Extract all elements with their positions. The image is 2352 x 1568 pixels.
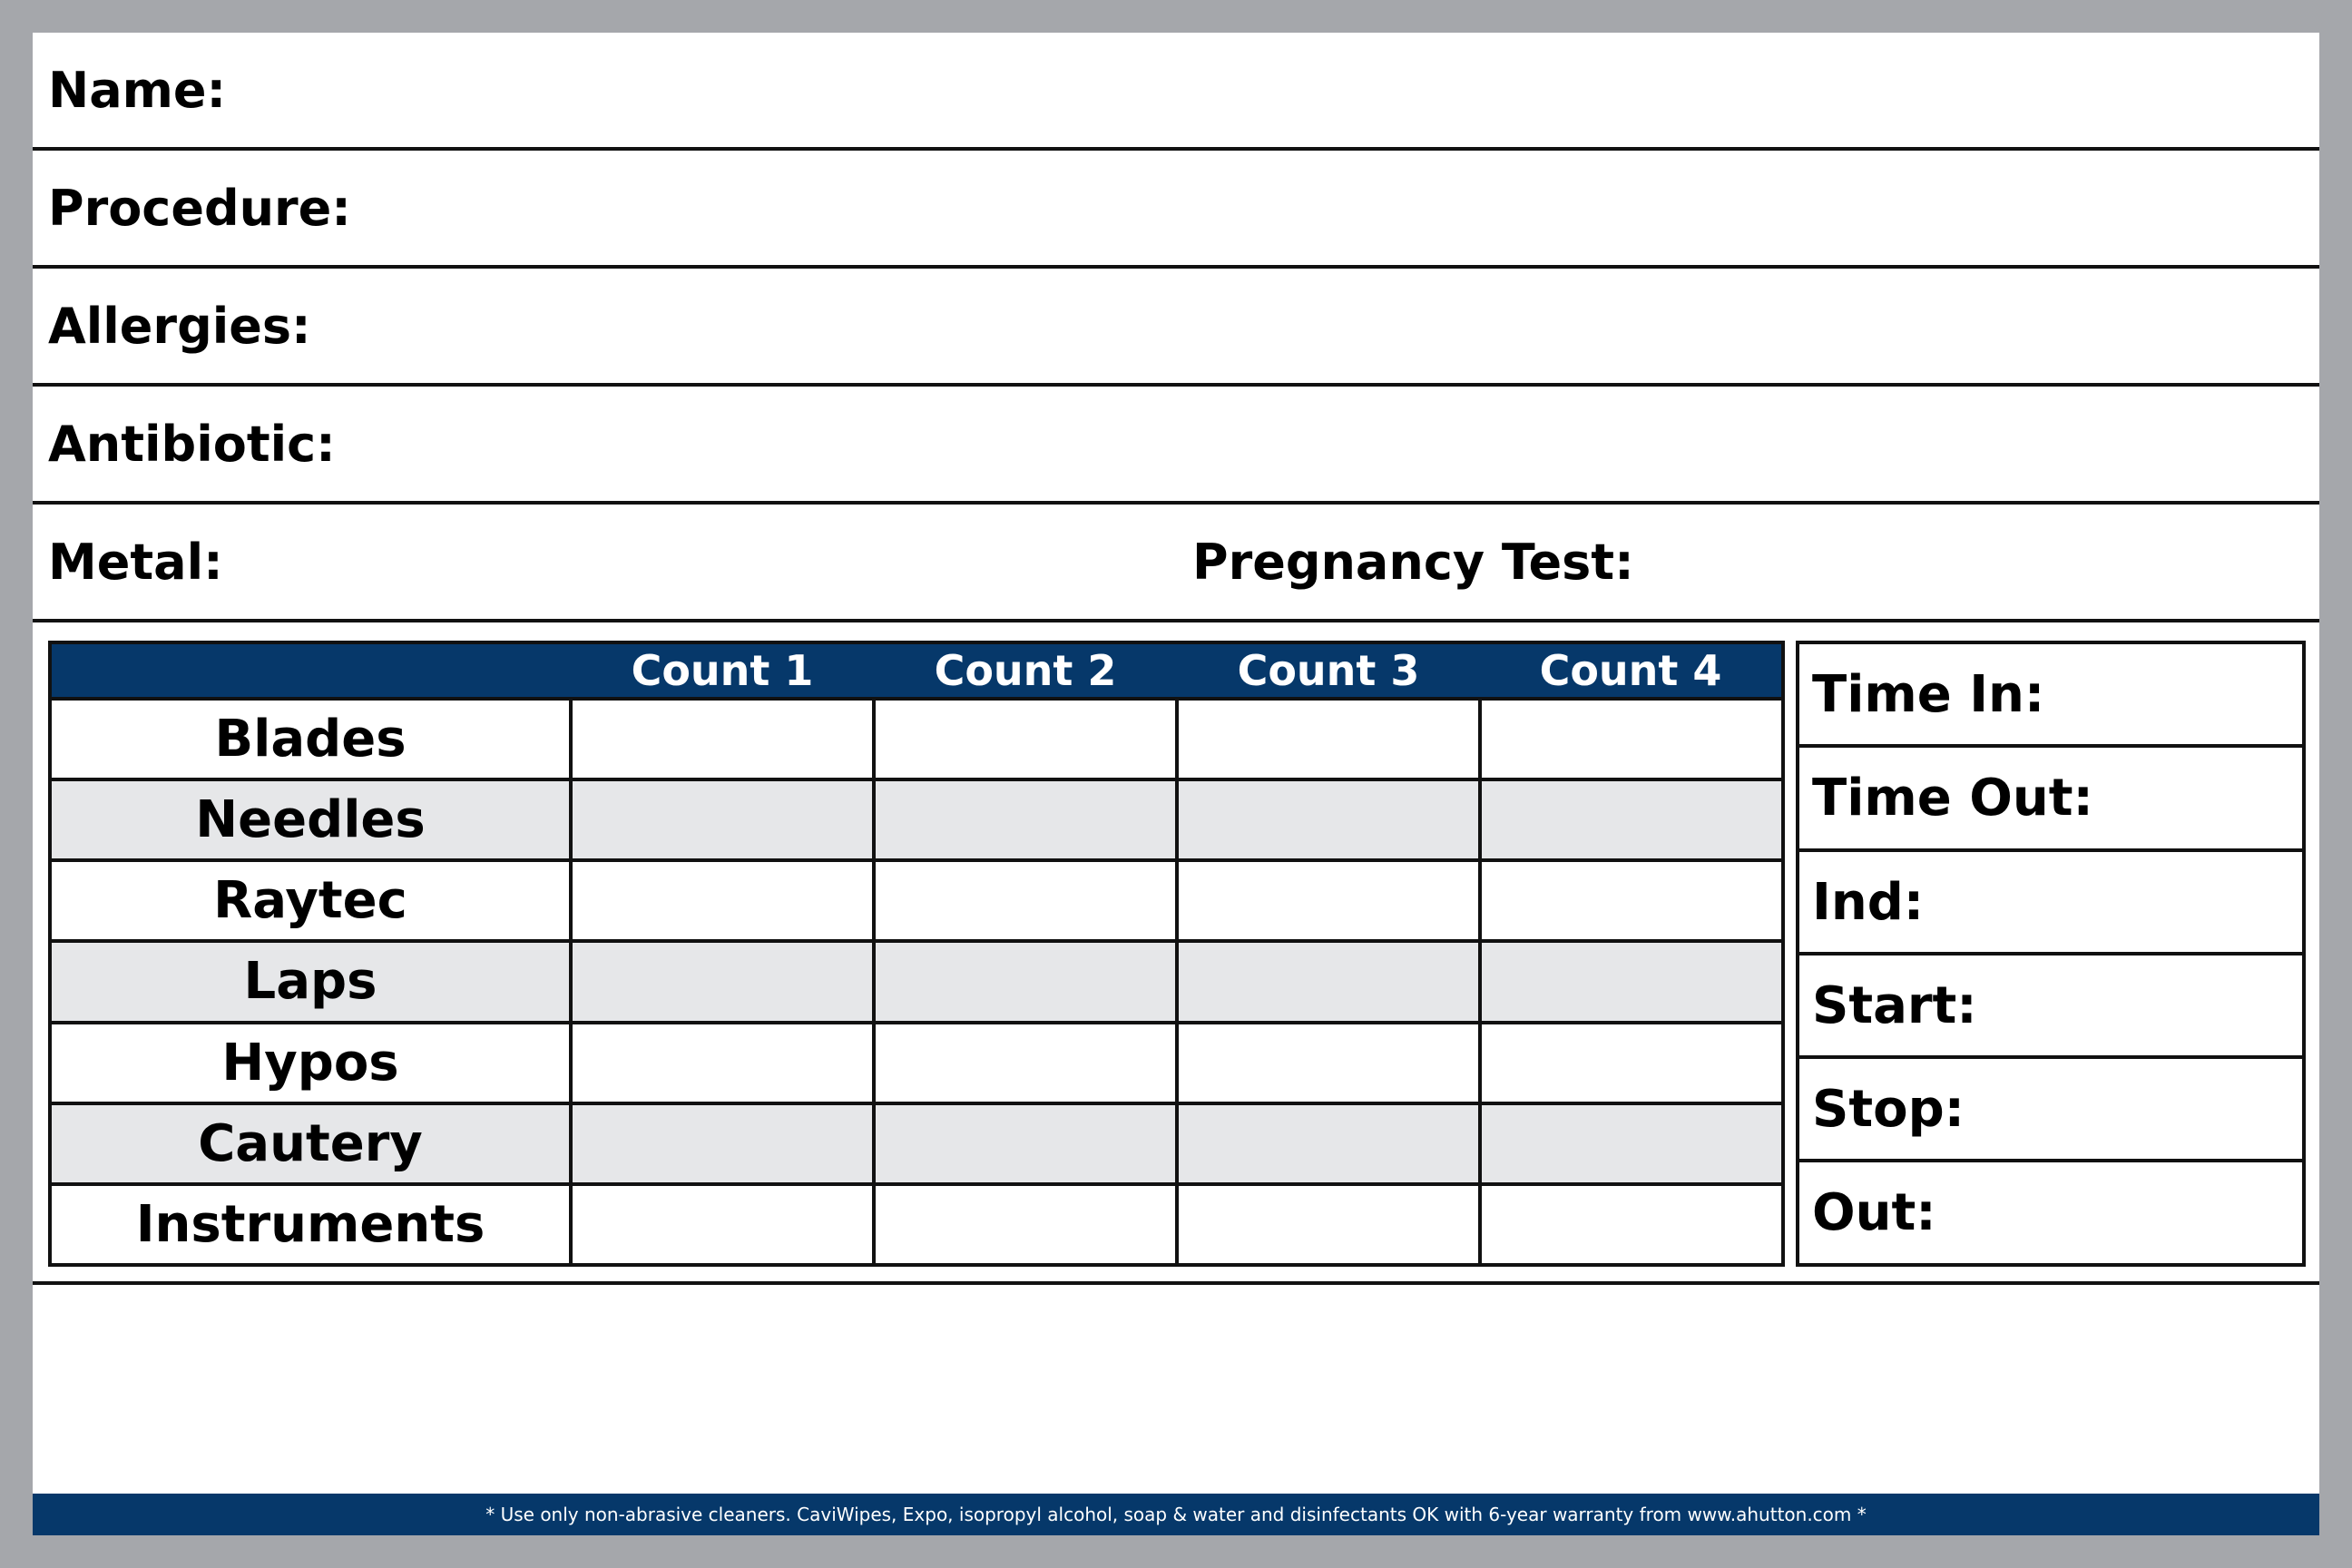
count-table: [48, 641, 1785, 1267]
count-cell[interactable]: [1177, 941, 1480, 1022]
ind-field[interactable]: [1799, 852, 2302, 956]
table-row: [50, 860, 1783, 941]
out-field[interactable]: [1799, 1162, 2302, 1266]
count-cell[interactable]: [1177, 779, 1480, 860]
item-label: Needles: [50, 779, 571, 860]
ind-label: Ind:: [1812, 872, 1925, 932]
name-field[interactable]: [33, 33, 2319, 151]
count-header-row: [50, 642, 1783, 699]
count-cell[interactable]: [874, 1103, 1177, 1184]
header-count-2: Count 2: [874, 642, 1177, 699]
count-cell[interactable]: [571, 1023, 874, 1103]
procedure-field[interactable]: [33, 151, 2319, 269]
item-label: Blades: [50, 699, 571, 779]
header-count-4: Count 4: [1480, 642, 1783, 699]
stop-field[interactable]: [1799, 1059, 2302, 1162]
out-label: Out:: [1812, 1183, 1936, 1243]
count-cell[interactable]: [1480, 699, 1783, 779]
count-cell[interactable]: [1177, 860, 1480, 941]
antibiotic-label: Antibiotic:: [48, 416, 336, 473]
time-out-field[interactable]: [1799, 748, 2302, 851]
procedure-label: Procedure:: [48, 180, 351, 237]
header-count-1: Count 1: [571, 642, 874, 699]
count-cell[interactable]: [571, 1103, 874, 1184]
times-box: [1796, 641, 2306, 1267]
header-count-3: Count 3: [1177, 642, 1480, 699]
item-label: Hypos: [50, 1023, 571, 1103]
count-cell[interactable]: [571, 941, 874, 1022]
count-cell[interactable]: [874, 860, 1177, 941]
table-row: [50, 1023, 1783, 1103]
item-label: Raytec: [50, 860, 571, 941]
time-in-label: Time In:: [1812, 665, 2045, 724]
start-label: Start:: [1812, 975, 1977, 1035]
name-label: Name:: [48, 62, 227, 119]
count-cell[interactable]: [1480, 1184, 1783, 1265]
count-cell[interactable]: [874, 1023, 1177, 1103]
time-in-field[interactable]: [1799, 644, 2302, 748]
count-cell[interactable]: [1480, 1023, 1783, 1103]
table-row: [50, 779, 1783, 860]
count-cell[interactable]: [1177, 1023, 1480, 1103]
count-cell[interactable]: [1177, 1184, 1480, 1265]
antibiotic-field[interactable]: [33, 387, 2319, 505]
count-cell[interactable]: [1177, 699, 1480, 779]
count-cell[interactable]: [1480, 941, 1783, 1022]
count-cell[interactable]: [571, 1184, 874, 1265]
stop-label: Stop:: [1812, 1080, 1965, 1140]
count-cell[interactable]: [571, 699, 874, 779]
count-cell[interactable]: [1480, 1103, 1783, 1184]
bottom-divider: [33, 1281, 2319, 1285]
count-cell[interactable]: [874, 1184, 1177, 1265]
allergies-label: Allergies:: [48, 298, 311, 355]
item-label: Instruments: [50, 1184, 571, 1265]
whiteboard: [33, 33, 2319, 1535]
start-field[interactable]: [1799, 956, 2302, 1059]
table-row: [50, 699, 1783, 779]
table-row: [50, 1103, 1783, 1184]
metal-label: Metal:: [48, 534, 223, 591]
count-cell[interactable]: [571, 860, 874, 941]
count-cell[interactable]: [1480, 779, 1783, 860]
count-cell[interactable]: [1177, 1103, 1480, 1184]
footer-banner: * Use only non-abrasive cleaners. CaviWipes, Expo, isopropyl alcohol, soap & water and disinfectants OK with 6-year warranty from www.ahutton.com *: [33, 1494, 2319, 1535]
table-row: [50, 1184, 1783, 1265]
count-cell[interactable]: [874, 779, 1177, 860]
pregnancy-test-label: Pregnancy Test:: [1192, 534, 1634, 591]
count-cell[interactable]: [874, 941, 1177, 1022]
table-row: [50, 941, 1783, 1022]
count-cell[interactable]: [874, 699, 1177, 779]
header-corner: [50, 642, 571, 699]
allergies-field[interactable]: [33, 269, 2319, 387]
time-out-label: Time Out:: [1812, 769, 2093, 828]
count-cell[interactable]: [1480, 860, 1783, 941]
metal-pregnancy-row[interactable]: [33, 505, 2319, 622]
count-cell[interactable]: [571, 779, 874, 860]
item-label: Cautery: [50, 1103, 571, 1184]
item-label: Laps: [50, 941, 571, 1022]
